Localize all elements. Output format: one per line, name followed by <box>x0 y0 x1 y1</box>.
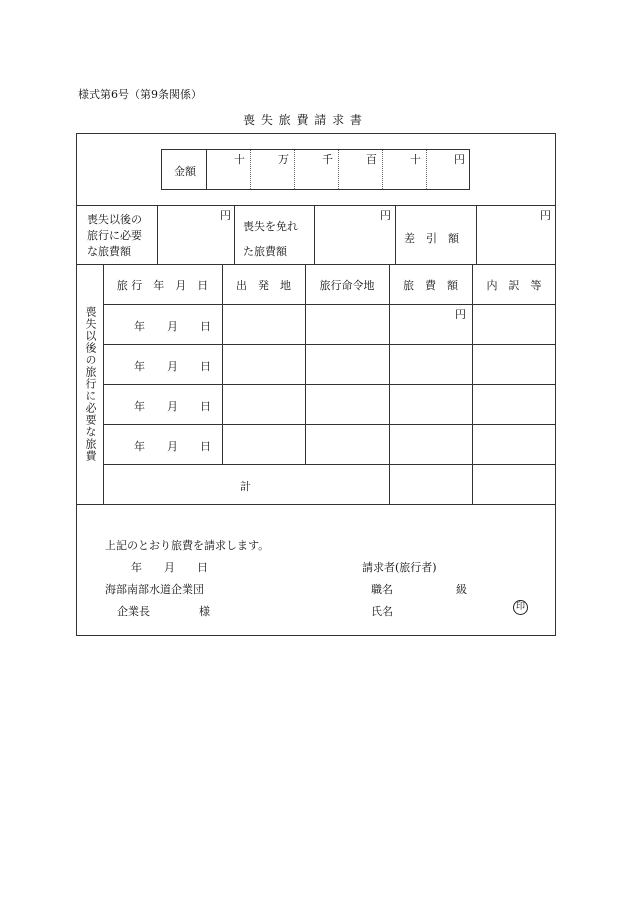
amount-label: 金額 <box>174 165 196 178</box>
side-label: 喪失以後の旅行に必要な旅費 <box>84 306 97 462</box>
header-amount: 旅 費 額 <box>403 279 458 292</box>
unit-jyu-man: 十 <box>234 153 245 166</box>
seal-label: 印 <box>515 602 525 612</box>
amount-box <box>161 149 470 190</box>
header-departure: 出 発 地 <box>236 279 291 292</box>
organization-name: 海部南部水道企業団 <box>105 583 204 596</box>
row-date: 年 月 日 <box>134 440 211 453</box>
unit-jyu: 十 <box>410 153 421 166</box>
grade-label: 級 <box>456 583 467 596</box>
required-amount-label: 喪失以後の 旅行に必要 な旅費額 <box>87 213 142 258</box>
header-travel-date: 旅 行 年 月 日 <box>116 279 209 292</box>
request-date: 年 月 日 <box>131 561 208 574</box>
total-label: 計 <box>240 480 251 493</box>
row-date: 年 月 日 <box>134 320 211 333</box>
claimant-label: 請求者(旅行者) <box>362 561 437 574</box>
difference-label: 差 引 額 <box>404 232 459 245</box>
name-label: 氏名 <box>371 605 393 618</box>
row-yen: 円 <box>455 308 466 321</box>
required-yen: 円 <box>220 209 231 222</box>
exempt-yen: 円 <box>380 209 391 222</box>
position-label: 職名 <box>371 583 393 596</box>
exempt-amount-label: 喪失を免れ た旅費額 <box>243 220 298 258</box>
difference-yen: 円 <box>540 209 551 222</box>
request-statement: 上記のとおり旅費を請求します。 <box>105 539 270 552</box>
row-date: 年 月 日 <box>134 360 211 373</box>
unit-man: 万 <box>278 153 289 166</box>
header-breakdown: 内 訳 等 <box>486 279 542 292</box>
honorific: 様 <box>199 605 210 618</box>
director-title: 企業長 <box>117 605 150 618</box>
seal-icon <box>513 600 528 615</box>
row-date: 年 月 日 <box>134 400 211 413</box>
header-destination: 旅行命令地 <box>319 279 375 292</box>
form-number: 様式第6号（第9条関係） <box>78 88 202 101</box>
unit-hyaku: 百 <box>366 153 377 166</box>
form-title: 喪 失 旅 費 請 求 書 <box>243 113 363 127</box>
unit-sen: 千 <box>322 153 333 166</box>
unit-yen: 円 <box>454 153 465 166</box>
